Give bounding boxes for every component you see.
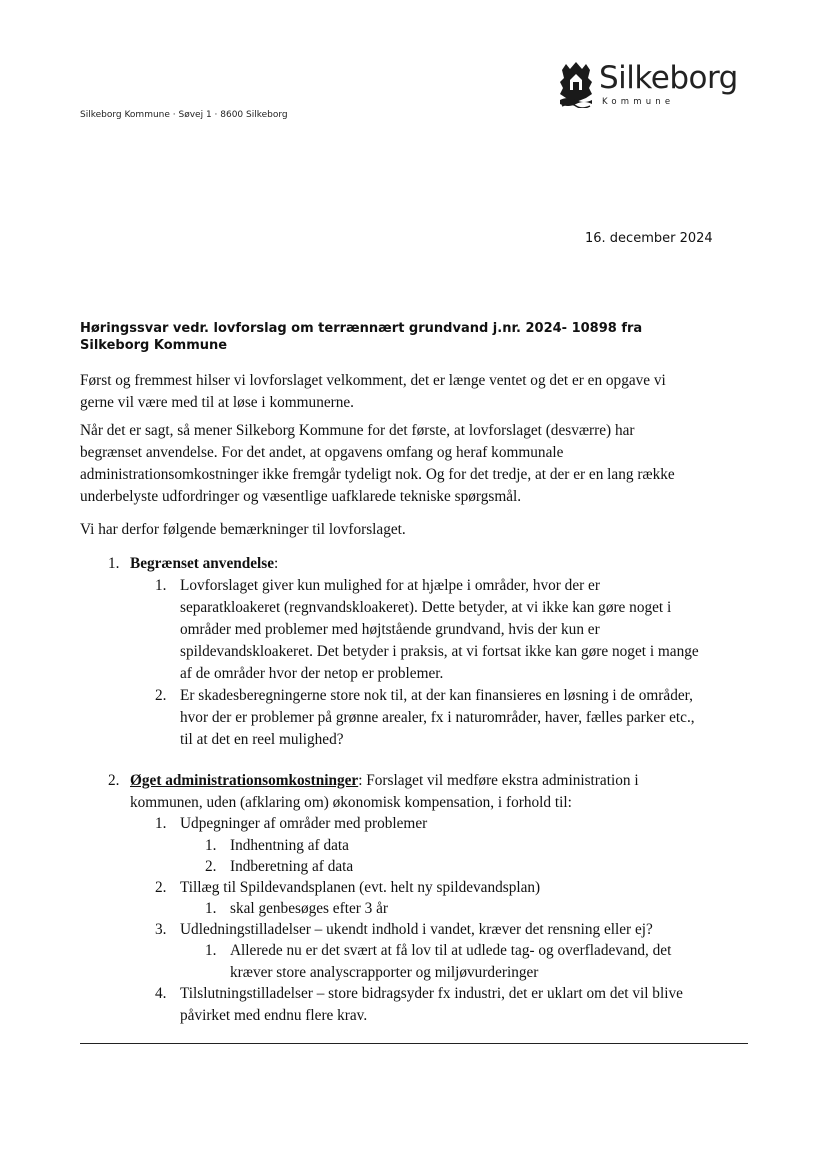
logo-brand-text: Silkeborg	[599, 60, 738, 96]
list-item	[180, 983, 750, 1027]
subitem: Indhentning af data	[230, 837, 349, 854]
text-line: gerne vil være med til at løse i kommunerne.	[80, 394, 354, 411]
list-item: Udledningstilladelser – ukendt indhold i vandet, kræver det rensning eller ej?	[180, 921, 653, 938]
section-heading: Begrænset anvendelse	[130, 555, 275, 572]
text-line: kommunen, uden (afklaring om) økonomisk kompensation, i forhold til:	[130, 794, 572, 811]
text-line: Først og fremmest hilser vi lovforslaget velkomment, det er længe ventet og det er en opgave vi	[80, 372, 666, 389]
silkeborg-logo	[556, 60, 756, 110]
intro-paragraph-1	[80, 370, 740, 414]
item-number: 1.	[155, 577, 167, 594]
section-number: 1.	[108, 555, 120, 572]
section-number: 2.	[108, 772, 120, 789]
intro-paragraph-3: Vi har derfor følgende bemærkninger til lovforslaget.	[80, 521, 406, 538]
text-line: spildevandskloakeret. Det betyder i praksis, at vi fortsat ikke kan gøre noget i mange	[180, 643, 699, 660]
section-heading-block	[130, 770, 750, 814]
heading-suffix: :	[274, 555, 279, 572]
text-line: kræver store analyscrapporter og miljøvurderinger	[230, 964, 539, 981]
subitem: skal genbesøges efter 3 år	[230, 900, 389, 917]
subitem-number: 1.	[205, 942, 217, 959]
subitem: Indberetning af data	[230, 858, 354, 875]
subitem-number: 1.	[205, 900, 217, 917]
document-date: 16. december 2024	[585, 231, 713, 246]
text-line: Når det er sagt, så mener Silkeborg Kommune for det første, at lovforslaget (desværre) har	[80, 422, 635, 439]
subitem-number: 1.	[205, 837, 217, 854]
section-heading-line	[130, 553, 278, 575]
text-line: til at det en reel mulighed?	[180, 731, 344, 748]
list-item	[180, 575, 750, 685]
item-number: 3.	[155, 921, 167, 938]
text-line: separatkloakeret (regnvandskloakeret). Dette betyder, at vi ikke kan gøre noget i	[180, 599, 672, 616]
sender-address: Silkeborg Kommune · Søvej 1 · 8600 Silkeborg	[80, 110, 288, 120]
text-line: områder med problemer med højtstående grundvand, hvis der kun er	[180, 621, 600, 638]
text-line: Er skadesberegningerne store nok til, at der kan finansieres en løsning i de områder,	[180, 687, 693, 704]
logo-sub-text: Kommune	[602, 97, 675, 107]
heading-suffix: : Forslaget vil medføre ekstra administration i	[358, 772, 639, 789]
item-number: 4.	[155, 985, 167, 1002]
text-line: påvirket med endnu flere krav.	[180, 1007, 368, 1024]
text-line: administrationsomkostninger ikke fremgår tydeligt nok. Og for det tredje, at der er en lang række	[80, 466, 675, 483]
document-title	[80, 320, 740, 354]
subitem-number: 2.	[205, 858, 217, 875]
footer-rule	[80, 1043, 748, 1044]
text-line: hvor der er problemer på grønne arealer, fx i naturområder, haver, fælles parker etc.,	[180, 709, 695, 726]
list-item: Tillæg til Spildevandsplanen (evt. helt ny spildevandsplan)	[180, 879, 541, 896]
list-item	[180, 685, 750, 751]
item-number: 2.	[155, 879, 167, 896]
text-line: Lovforslaget giver kun mulighed for at hjælpe i områder, hvor der er	[180, 577, 600, 594]
list-item: Udpegninger af områder med problemer	[180, 815, 428, 832]
intro-paragraph-2	[80, 420, 740, 508]
text-line: af de områder hvor der netop er problemer.	[180, 665, 444, 682]
item-number: 1.	[155, 815, 167, 832]
item-number: 2.	[155, 687, 167, 704]
text-line: begrænset anvendelse. For det andet, at opgavens omfang og heraf kommunale	[80, 444, 564, 461]
section-heading: Øget administrationsomkostninger	[130, 772, 359, 789]
subitem	[230, 940, 750, 984]
coat-of-arms-icon	[556, 60, 596, 108]
title-line: Høringssvar vedr. lovforslag om terrænnært grundvand j.nr. 2024- 10898 fra	[80, 321, 643, 336]
text-line: Tilslutningstilladelser – store bidragsyder fx industri, det er uklart om det vil blive	[180, 985, 683, 1002]
section-heading-line	[130, 770, 750, 792]
text-line: Allerede nu er det svært at få lov til at udlede tag- og overfladevand, det	[230, 942, 672, 959]
text-line: underbelyste udfordringer og væsentlige uafklarede tekniske spørgsmål.	[80, 488, 522, 505]
title-line: Silkeborg Kommune	[80, 338, 228, 353]
